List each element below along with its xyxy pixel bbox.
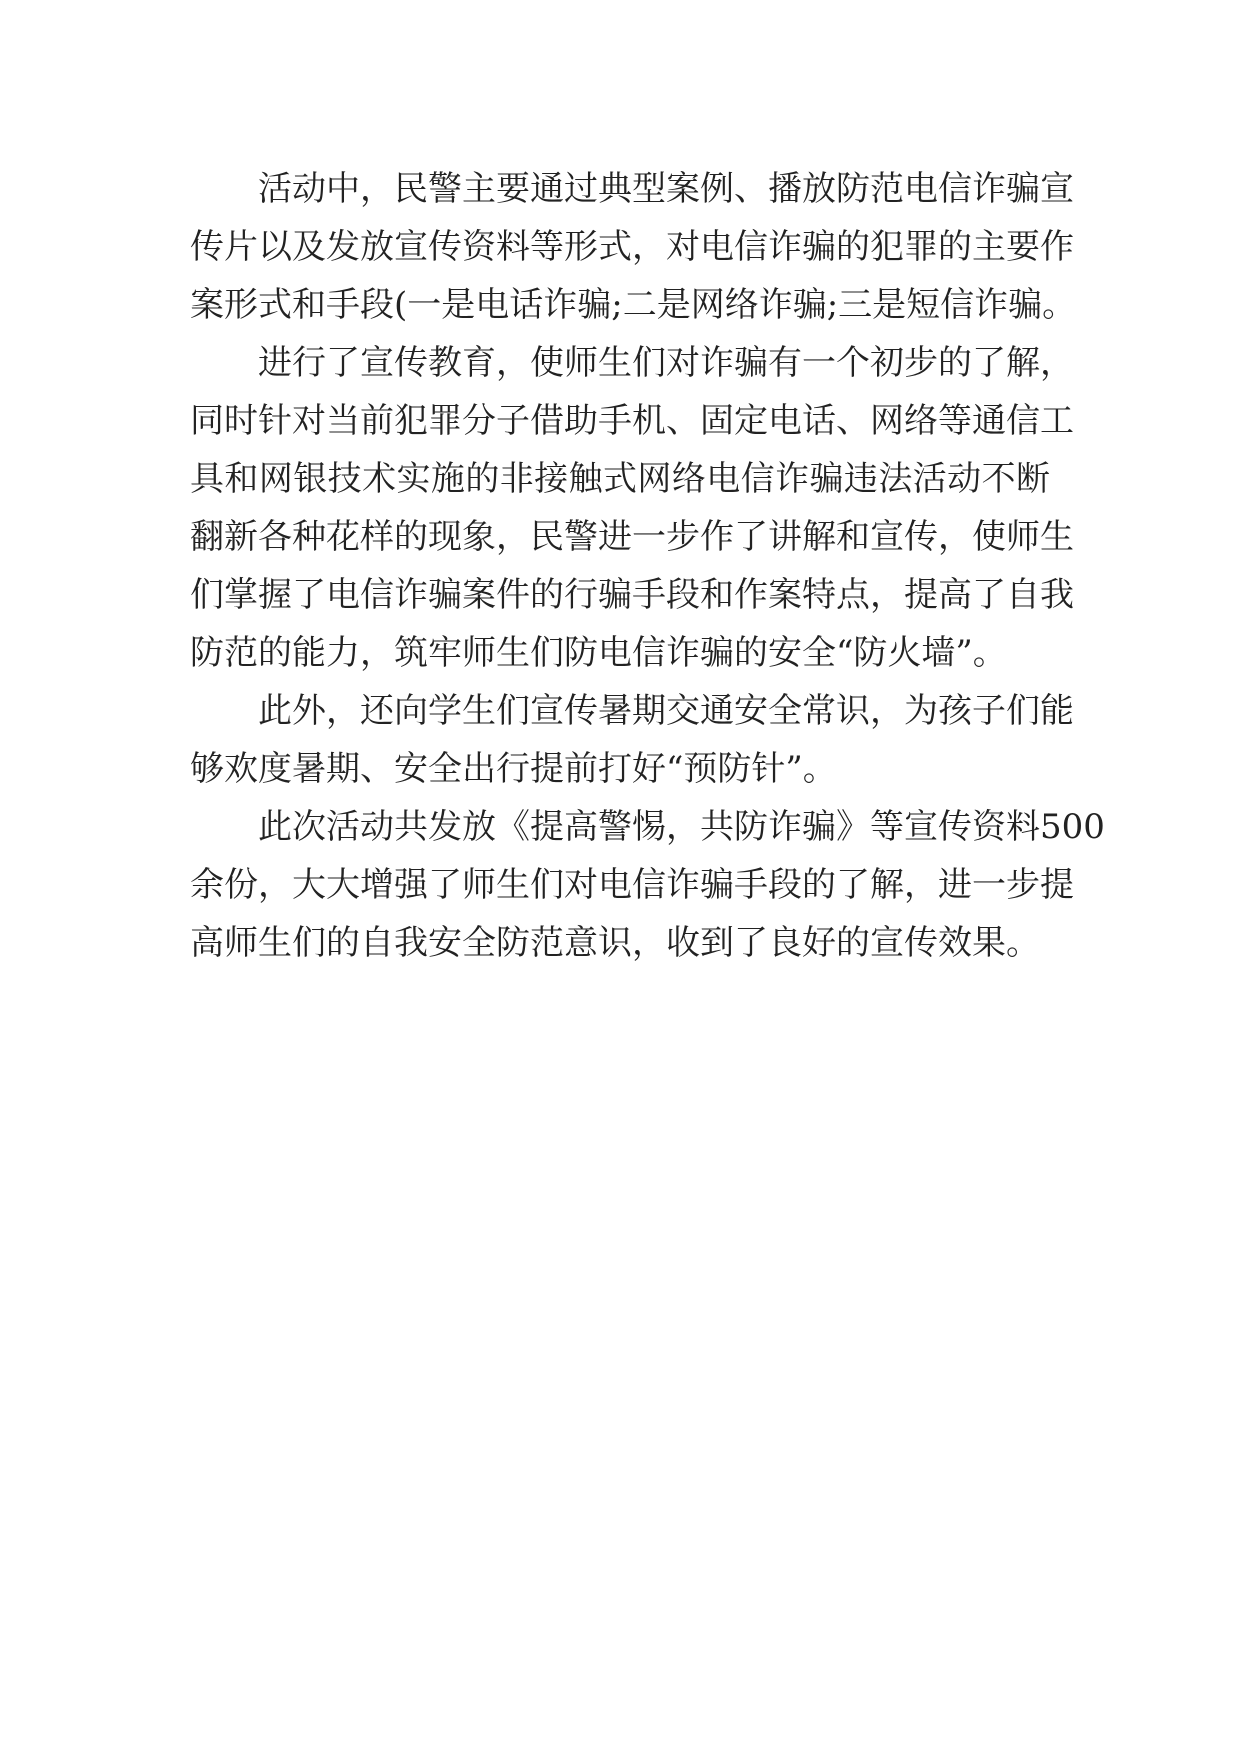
- paragraph-line: 够欢度暑期、安全出行提前打好“预防针”。: [190, 749, 837, 789]
- paragraph-line: 们掌握了电信诈骗案件的行骗手段和作案特点，提高了自我: [190, 575, 1074, 615]
- paragraph-line: 防范的能力，筑牢师生们防电信诈骗的安全“防火墙”。: [190, 633, 1007, 673]
- paragraph-2: [190, 334, 1074, 682]
- paragraph-line: 活动中，民警主要通过典型案例、播放防范电信诈骗宣: [258, 169, 1074, 209]
- paragraph-line: 同时针对当前犯罪分子借助手机、固定电话、网络等通信工: [190, 401, 1074, 441]
- paragraph-line: 传片以及发放宣传资料等形式，对电信诈骗的犯罪的主要作: [190, 227, 1074, 267]
- document-body: [190, 160, 1105, 972]
- paragraph-line: 具和网银技术实施的非接触式网络电信诈骗违法活动不断: [190, 459, 1050, 499]
- paragraph-line: 翻新各种花样的现象，民警进一步作了讲解和宣传，使师生: [190, 517, 1074, 557]
- paragraph-line: 此外，还向学生们宣传暑期交通安全常识，为孩子们能: [258, 691, 1074, 731]
- paragraph-line: 余份，大大增强了师生们对电信诈骗手段的了解，进一步提: [190, 865, 1074, 905]
- paragraph-4: [190, 798, 1105, 972]
- paragraph-line: 案形式和手段(一是电话诈骗;二是网络诈骗;三是短信诈骗。: [190, 285, 1077, 325]
- paragraph-line: 高师生们的自我安全防范意识，收到了良好的宣传效果。: [190, 923, 1040, 963]
- paragraph-line: 此次活动共发放《提高警惕，共防诈骗》等宣传资料500: [258, 807, 1105, 847]
- paragraph-line: 进行了宣传教育，使师生们对诈骗有一个初步的了解，: [258, 343, 1074, 383]
- paragraph-3: [190, 682, 1074, 798]
- paragraph-1: [190, 160, 1077, 334]
